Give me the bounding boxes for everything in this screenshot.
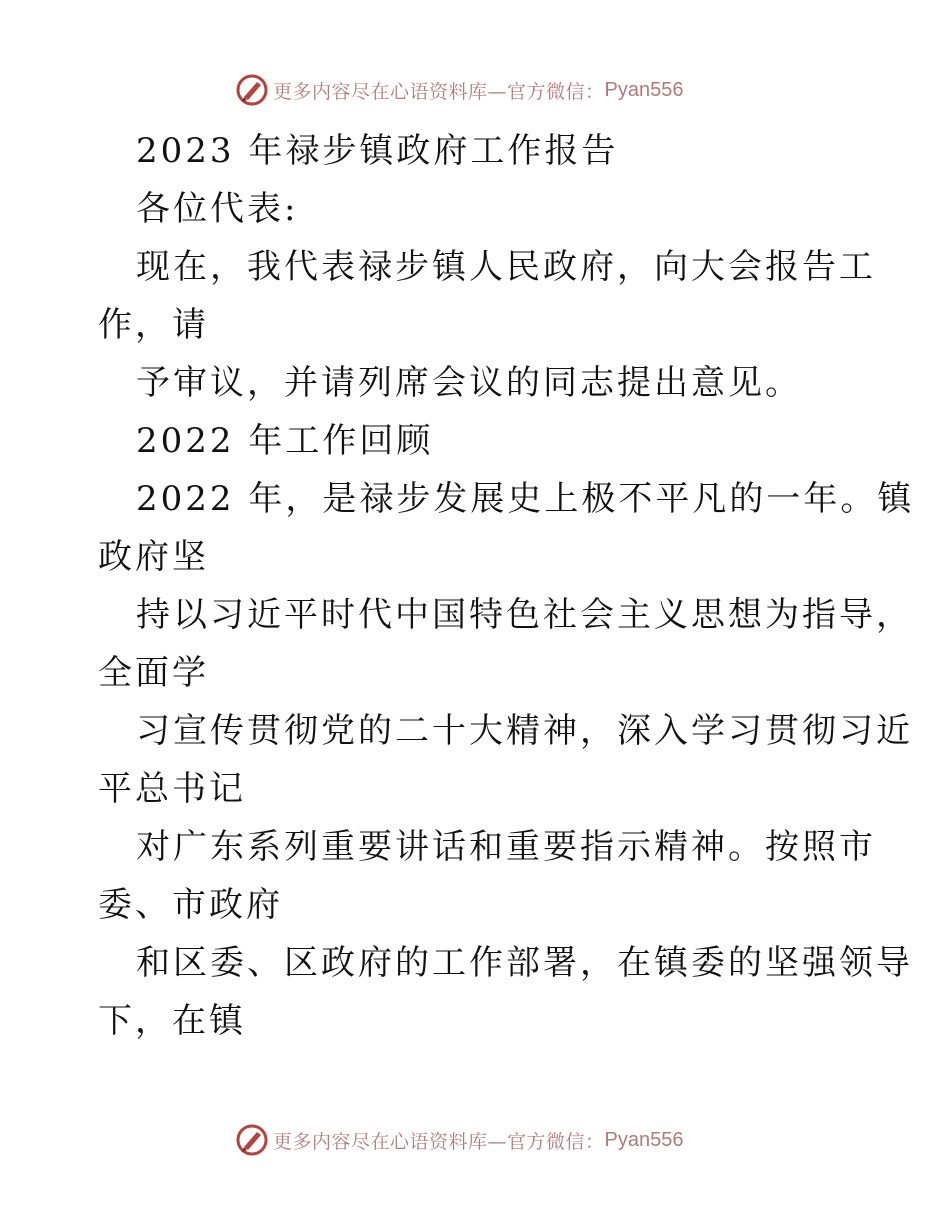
paragraph-line: 平总书记 xyxy=(98,769,246,809)
pen-logo-icon xyxy=(235,1123,269,1157)
section-heading: 2022 年工作回顾 xyxy=(136,421,434,461)
paragraph-line: 持以习近平时代中国特色社会主义思想为指导， xyxy=(136,595,913,635)
watermark-wechat-id: Pyan556 xyxy=(604,1128,684,1151)
doc-title: 2023 年禄步镇政府工作报告 xyxy=(136,131,619,171)
pen-logo-icon xyxy=(235,73,269,107)
paragraph-line: 全面学 xyxy=(98,653,209,693)
watermark-text: 更多内容尽在心语资料库—官方微信： xyxy=(273,80,605,103)
watermark-banner-top xyxy=(235,72,683,108)
paragraph-line: 现在，我代表禄步镇人民政府，向大会报告工 xyxy=(136,247,876,287)
paragraph-line: 下，在镇 xyxy=(98,1001,246,1041)
paragraph-line: 委、市政府 xyxy=(98,885,283,925)
paragraph-line: 政府坚 xyxy=(98,537,209,577)
watermark-banner-bottom xyxy=(235,1122,683,1158)
watermark-text: 更多内容尽在心语资料库—官方微信： xyxy=(273,1130,605,1153)
paragraph-line: 和区委、区政府的工作部署，在镇委的坚强领导 xyxy=(136,943,913,983)
paragraph-line: 予审议，并请列席会议的同志提出意见。 xyxy=(136,363,802,403)
paragraph-line: 习宣传贯彻党的二十大精神，深入学习贯彻习近 xyxy=(136,711,913,751)
paragraph-line: 2022 年，是禄步发展史上极不平凡的一年。镇 xyxy=(136,479,915,519)
watermark-wechat-id: Pyan556 xyxy=(604,78,684,101)
paragraph-line: 作，请 xyxy=(98,305,209,345)
salutation: 各位代表: xyxy=(136,189,299,229)
paragraph-line: 对广东系列重要讲话和重要指示精神。按照市 xyxy=(136,827,876,867)
document-body xyxy=(98,122,915,1050)
